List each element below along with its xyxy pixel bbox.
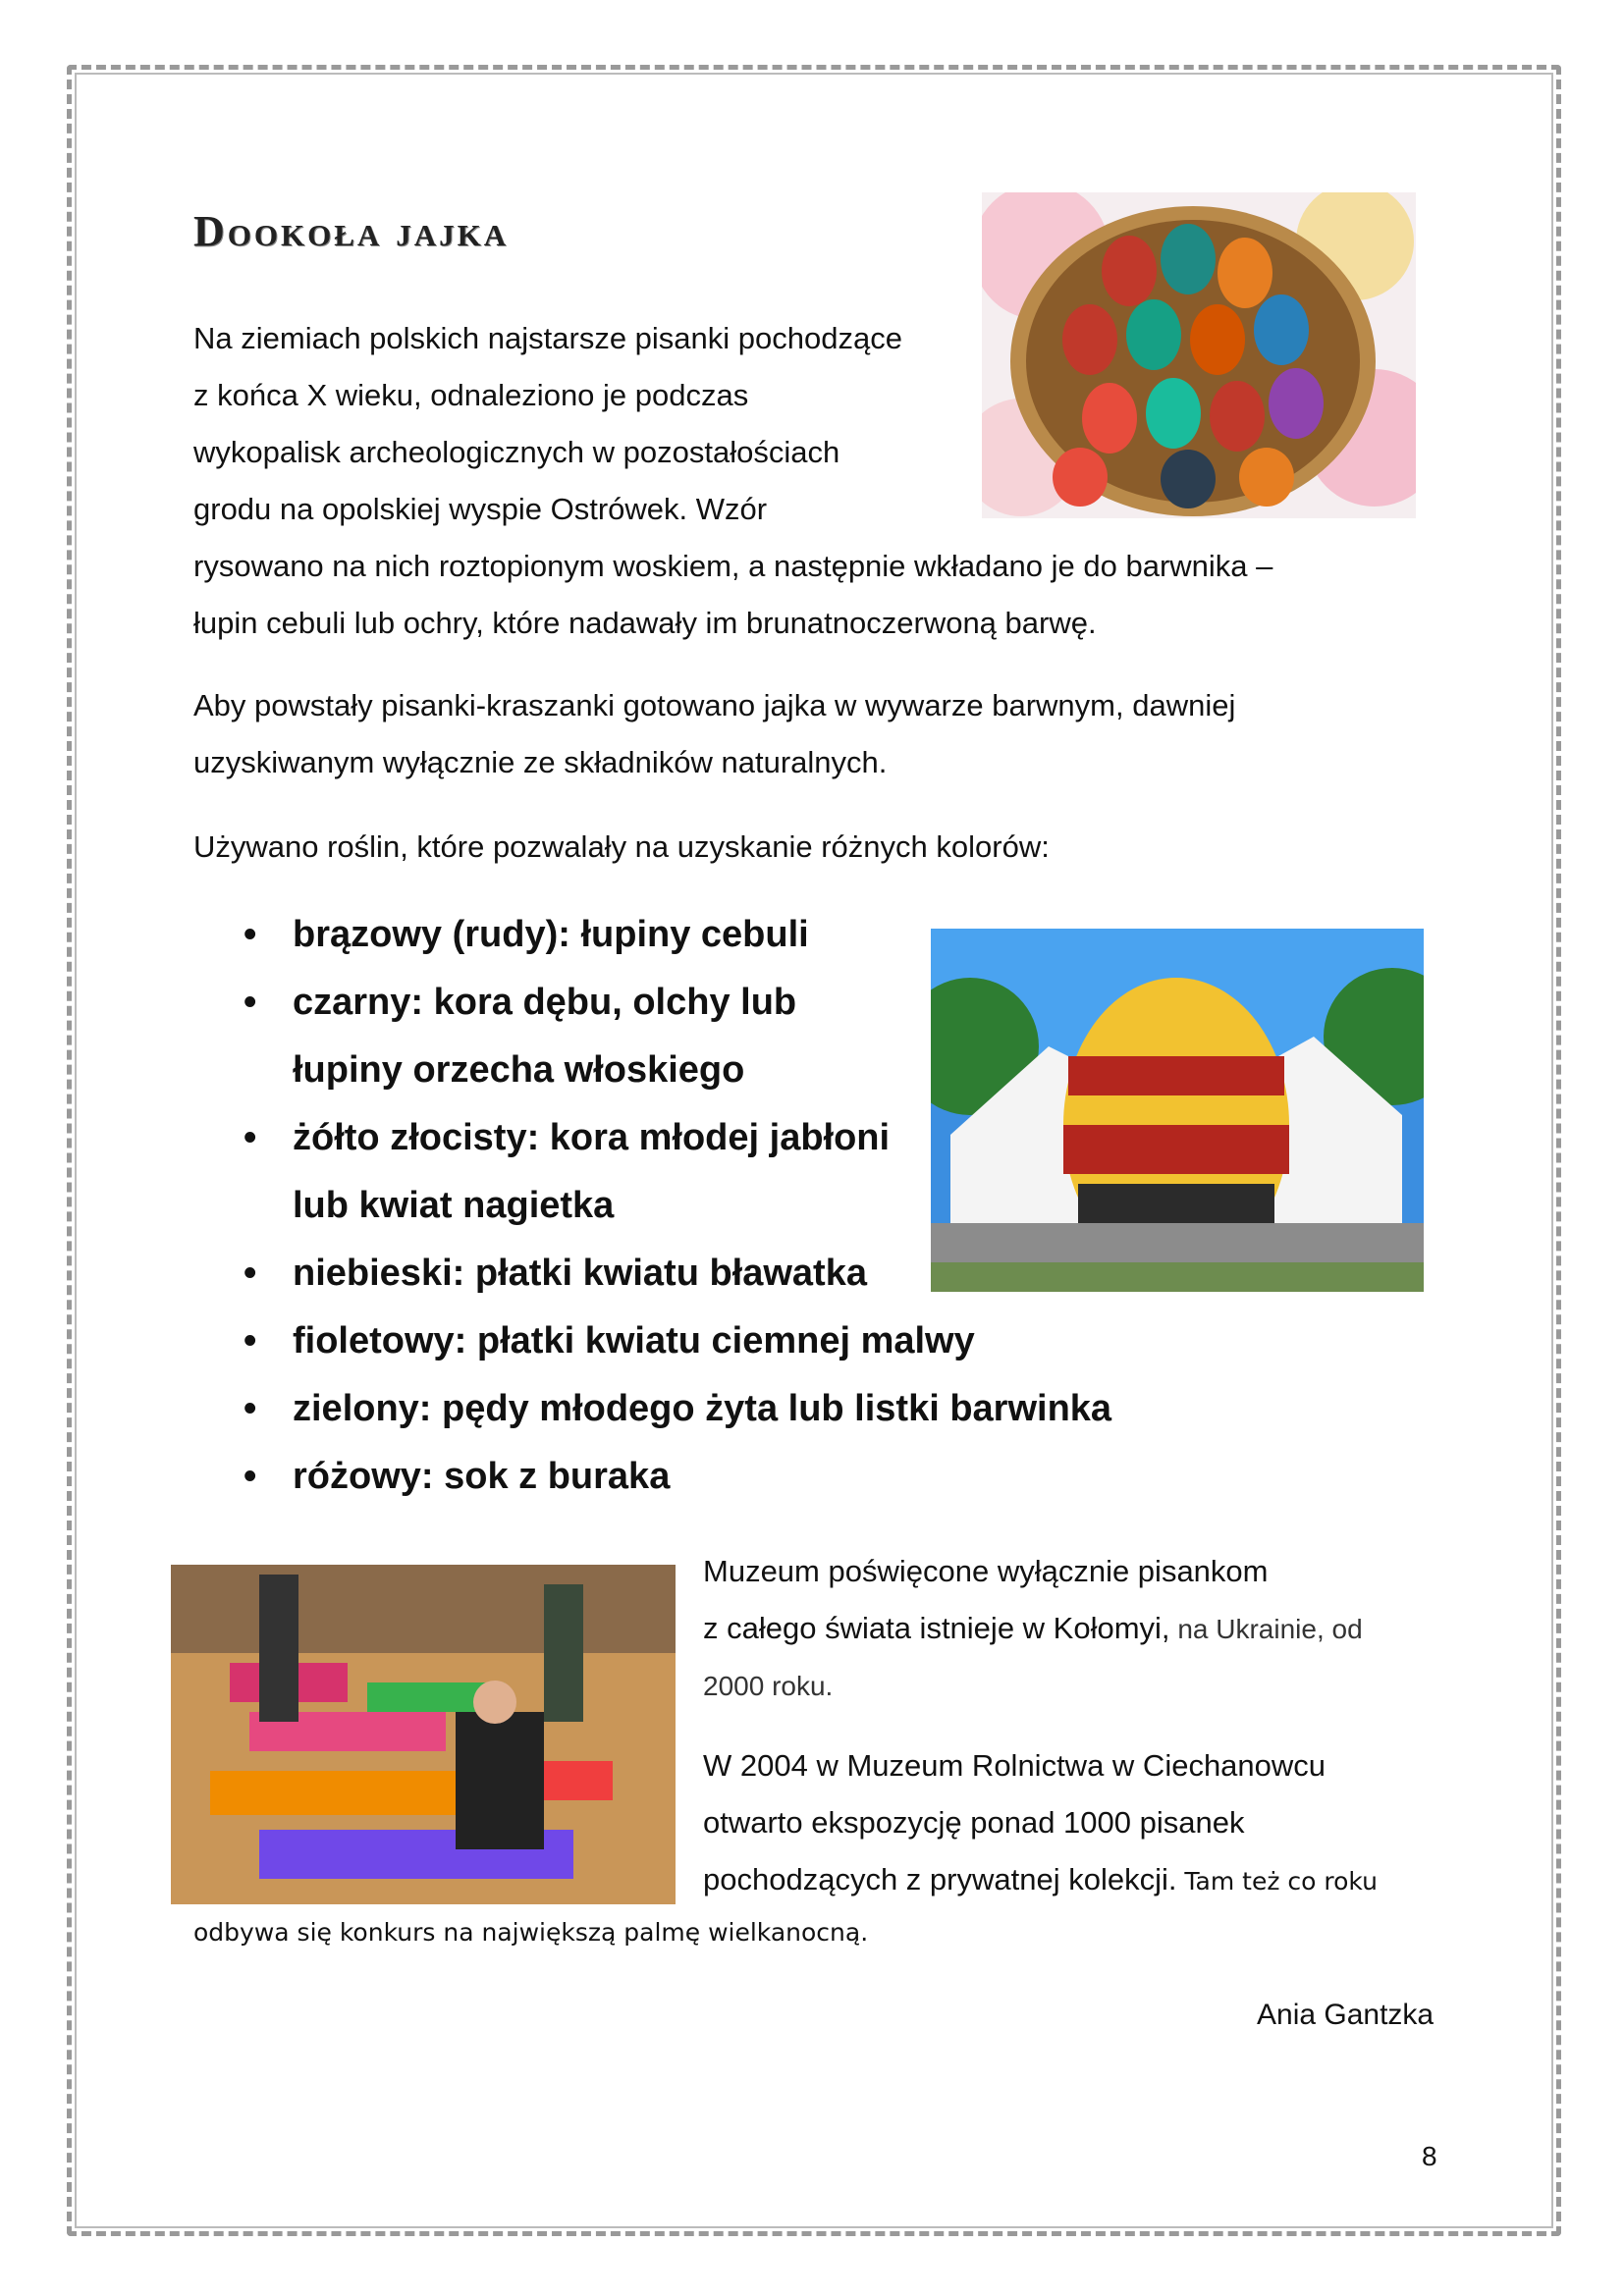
list-item-text: • żółto złocisty: kora młodej jabłoni [293, 1117, 891, 1158]
list-item [244, 1375, 1111, 1443]
list-item [244, 1308, 1111, 1375]
list-item-text: • niebieski: płatki kwiatu bławatka [293, 1253, 867, 1294]
list-item-text: lub kwiat nagietka [293, 1185, 615, 1226]
page-number: 8 [1422, 2141, 1437, 2171]
pysanka-museum-image [931, 929, 1424, 1292]
list-item [244, 1443, 1111, 1511]
list-item-text: • czarny: kora dębu, olchy lub [293, 982, 797, 1023]
intro-line: łupin cebuli lub ochry, które nadawały im brunatnoczerwoną barwę. [193, 606, 1097, 640]
text-run: Tam też co roku [1176, 1867, 1378, 1896]
text-run: z całego świata istnieje w Kołomyi, [703, 1611, 1170, 1645]
paragraph-line: W 2004 w Muzeum Rolnictwa w Ciechanowcu [703, 1748, 1326, 1783]
list-item-text: łupiny orzecha włoskiego [293, 1049, 745, 1091]
list-item-text: • brązowy (rudy): łupiny cebuli [293, 914, 809, 955]
paragraph-line: uzyskiwanym wyłącznie ze składników naturalnych. [193, 745, 888, 779]
text-run: na Ukrainie, od [1169, 1614, 1363, 1644]
intro-line: rysowano na nich roztopionym woskiem, a następnie wkładano je do barwnika – [193, 549, 1273, 583]
paragraph-line: Muzeum poświęcone wyłącznie pisankom [703, 1554, 1269, 1588]
list-item-text: • zielony: pędy młodego żyta lub listki barwinka [293, 1388, 1112, 1429]
easter-eggs-basket-image [982, 192, 1416, 518]
paragraph-line: 2000 roku. [703, 1671, 834, 1701]
list-item-text: • różowy: sok z buraka [293, 1456, 671, 1497]
intro-line: grodu na opolskiej wyspie Ostrówek. Wzór [193, 492, 768, 526]
list-item-text: • fioletowy: płatki kwiatu ciemnej malwy [293, 1320, 975, 1362]
intro-line: wykopalisk archeologicznych w pozostałościach [193, 435, 840, 469]
easter-palms-photo [171, 1565, 676, 1904]
paragraph-line: otwarto ekspozycję ponad 1000 pisanek [703, 1805, 1245, 1840]
text-run: pochodzących z prywatnej kolekcji. [703, 1862, 1177, 1896]
museum-ciechanowiec-paragraph [703, 1737, 1378, 1910]
article-title: Dookoła jajka [193, 207, 510, 255]
museum-kolomyia-paragraph [703, 1543, 1363, 1715]
paragraph-line [703, 1600, 1363, 1658]
intro-line: Na ziemiach polskich najstarsze pisanki pochodzące [193, 321, 902, 355]
author-name: Ania Gantzka [1257, 1999, 1435, 2031]
paragraph-line: Aby powstały pisanki-kraszanki gotowano jajka w wywarze barwnym, dawniej [193, 688, 1236, 722]
intro-line: z końca X wieku, odnaleziono je podczas [193, 378, 749, 412]
paragraph-boiling [193, 677, 1235, 791]
paragraph-line [703, 1851, 1378, 1910]
paragraph-line: odbywa się konkurs na największą palmę wielkanocną. [193, 1918, 869, 1947]
paragraph-plants: Używano roślin, które pozwalały na uzyskanie różnych kolorów: [193, 829, 1050, 864]
